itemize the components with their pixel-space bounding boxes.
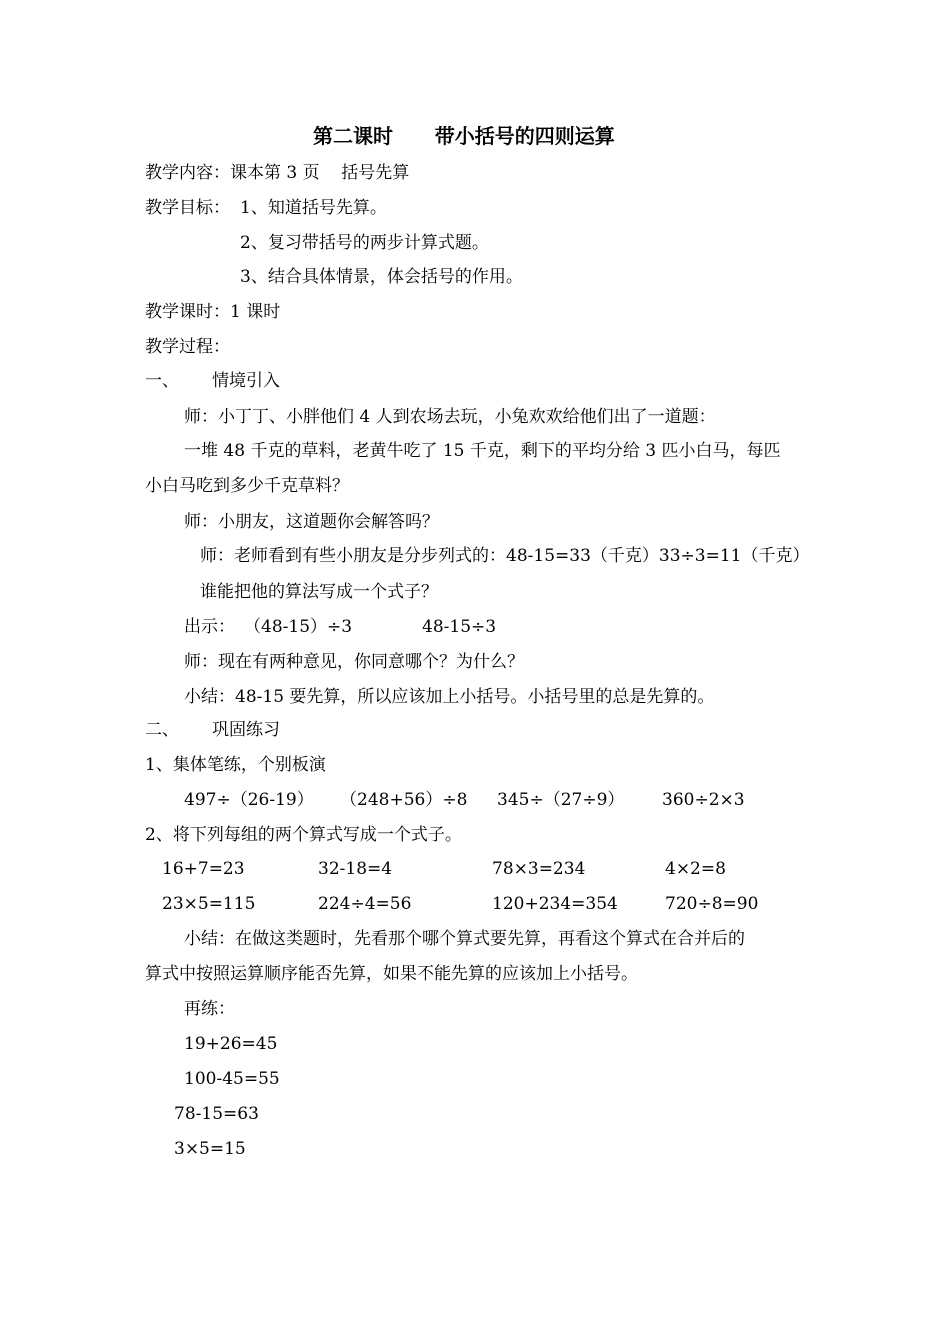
teacher-line: 师：小丁丁、小胖他们 4 人到农场去玩，小兔欢欢给他们出了一道题： (184, 407, 716, 427)
section2-title: 巩固练习 (212, 720, 280, 740)
exercise1-item: 497÷（26-19） (184, 790, 314, 810)
goals-label: 教学目标： (145, 198, 230, 218)
show-expression: 48-15÷3 (422, 617, 497, 637)
summary-line: 算式中按照运算顺序能否先算，如果不能先算的应该加上小括号。 (145, 964, 638, 984)
teacher-line: 师：小朋友，这道题你会解答吗？ (184, 512, 439, 532)
practice-item: 78-15=63 (174, 1104, 259, 1124)
summary-line: 小结：在做这类题时，先看那个哪个算式要先算，再看这个算式在合并后的 (184, 929, 745, 949)
exercise2-cell: 16+7=23 (162, 859, 245, 879)
teacher-line: 师：老师看到有些小朋友是分步列式的：48-15=33（千克）33÷3=11（千克） (200, 546, 810, 566)
exercise2-cell: 4×2=8 (665, 859, 726, 879)
exercise2-title: 2、将下列每组的两个算式写成一个式子。 (145, 825, 462, 845)
exercise2-cell: 720÷8=90 (665, 894, 759, 914)
show-expression: （48-15）÷3 (244, 617, 353, 637)
exercise2-cell: 120+234=354 (492, 894, 618, 914)
section2-number: 二、 (145, 720, 179, 740)
goal-item: 1、知道括号先算。 (240, 198, 387, 218)
exercise1-item: 360÷2×3 (662, 790, 745, 810)
exercise2-cell: 23×5=115 (162, 894, 256, 914)
teaching-process: 教学过程： (145, 337, 230, 357)
practice-item: 100-45=55 (184, 1069, 280, 1089)
teaching-content: 教学内容：课本第 3 页 括号先算 (145, 163, 410, 183)
problem-line: 一堆 48 千克的草料，老黄牛吃了 15 千克，剩下的平均分给 3 匹小白马，每匹 (184, 441, 781, 461)
section1-title: 情境引入 (212, 371, 280, 391)
practice-label: 再练： (184, 999, 235, 1019)
goal-item: 3、结合具体情景，体会括号的作用。 (240, 267, 523, 287)
exercise2-cell: 224÷4=56 (318, 894, 412, 914)
question-line: 谁能把他的算法写成一个式子？ (200, 582, 438, 602)
show-label: 出示： (184, 617, 235, 637)
goal-item: 2、复习带括号的两步计算式题。 (240, 233, 489, 253)
practice-item: 19+26=45 (184, 1034, 278, 1054)
summary-line: 小结：48-15 要先算，所以应该加上小括号。小括号里的总是先算的。 (184, 687, 715, 707)
exercise1-item: （248+56）÷8 (340, 790, 468, 810)
page-title: 第二课时 带小括号的四则运算 (313, 124, 615, 148)
practice-item: 3×5=15 (174, 1139, 246, 1159)
exercise2-cell: 32-18=4 (318, 859, 393, 879)
section1-number: 一、 (145, 371, 179, 391)
teacher-line: 师：现在有两种意见，你同意哪个？为什么？ (184, 652, 524, 672)
teaching-hours: 教学课时：1 课时 (145, 302, 281, 322)
exercise1-title: 1、集体笔练，个别板演 (145, 755, 326, 775)
exercise2-cell: 78×3=234 (492, 859, 586, 879)
exercise1-item: 345÷（27÷9） (497, 790, 625, 810)
problem-line: 小白马吃到多少千克草料？ (145, 476, 349, 496)
